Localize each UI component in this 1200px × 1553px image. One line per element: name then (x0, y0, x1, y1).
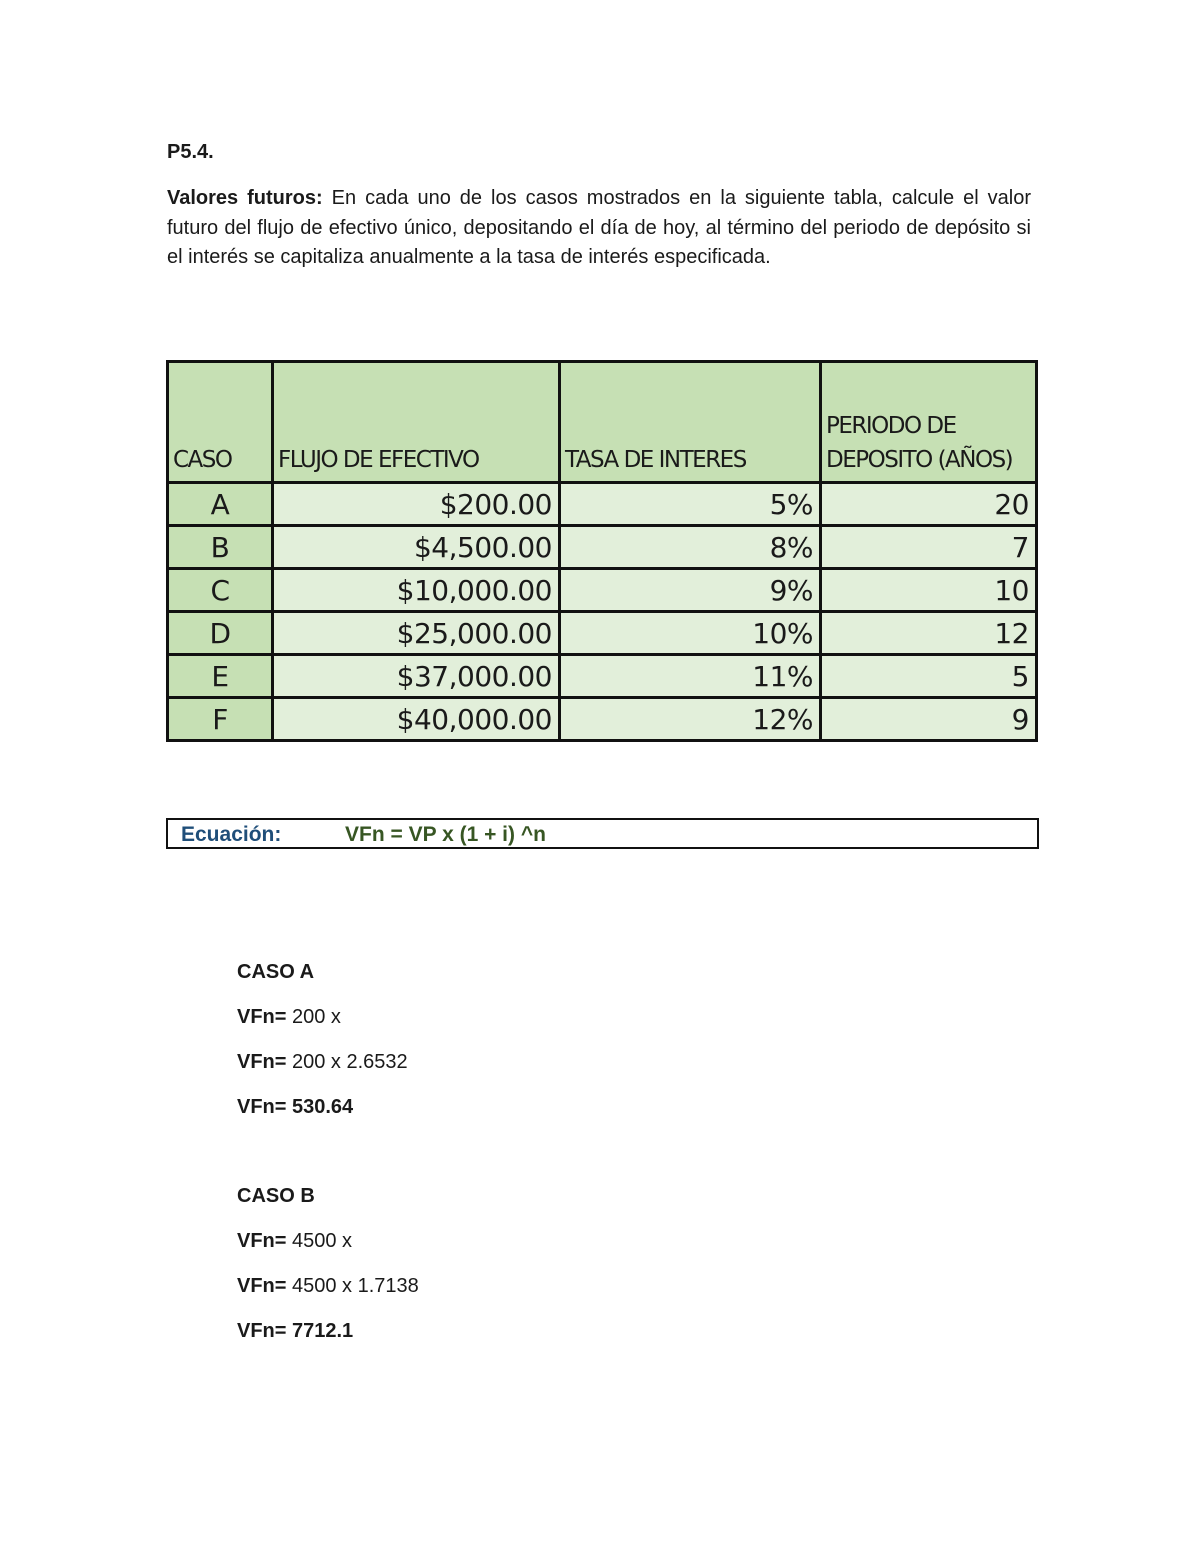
table-header-row (168, 362, 1037, 483)
case-result: VFn= 530.64 (237, 1096, 354, 1118)
cell-caso: F (168, 698, 273, 741)
step-expression: 4500 x 1.7138 (286, 1275, 419, 1297)
cell-periodo: 20 (821, 483, 1037, 526)
cell-caso: E (168, 655, 273, 698)
problem-id: P5.4. (167, 141, 214, 163)
step-label: VFn= (237, 1275, 287, 1297)
case-step (237, 1275, 419, 1320)
header-caso: CASO (168, 362, 273, 483)
case-step (237, 1006, 408, 1051)
step-label: VFn= (237, 1051, 287, 1073)
case-title: CASO B (237, 1185, 315, 1207)
table-row (168, 569, 1037, 612)
step-expression: 200 x (286, 1006, 341, 1028)
cell-periodo: 10 (821, 569, 1037, 612)
cell-periodo: 7 (821, 526, 1037, 569)
case-a-solution (237, 961, 408, 1141)
case-b-solution (237, 1185, 419, 1365)
cell-flujo: $200.00 (273, 483, 560, 526)
cases-table (166, 360, 1038, 742)
case-step (237, 1051, 408, 1096)
case-title: CASO A (237, 961, 315, 983)
step-label: VFn= (237, 1230, 287, 1252)
cell-caso: B (168, 526, 273, 569)
step-expression: 200 x 2.6532 (286, 1051, 408, 1073)
cell-flujo: $10,000.00 (273, 569, 560, 612)
cell-tasa: 9% (560, 569, 821, 612)
table-row (168, 612, 1037, 655)
step-expression: 4500 x (286, 1230, 353, 1252)
cell-flujo: $40,000.00 (273, 698, 560, 741)
cell-caso: D (168, 612, 273, 655)
cell-caso: C (168, 569, 273, 612)
header-tasa-de-interes: TASA DE INTERES (560, 362, 821, 483)
cell-periodo: 5 (821, 655, 1037, 698)
cell-flujo: $25,000.00 (273, 612, 560, 655)
case-result: VFn= 7712.1 (237, 1320, 354, 1342)
problem-lead: Valores futuros: (167, 187, 323, 209)
cell-periodo: 9 (821, 698, 1037, 741)
step-label: VFn= (237, 1006, 287, 1028)
table-row (168, 655, 1037, 698)
header-periodo-de-deposito: PERIODO DE DEPOSITO (AÑOS) (821, 362, 1037, 483)
header-flujo-de-efectivo: FLUJO DE EFECTIVO (273, 362, 560, 483)
table-row (168, 483, 1037, 526)
table-row (168, 698, 1037, 741)
equation-box (166, 818, 1039, 849)
cell-tasa: 12% (560, 698, 821, 741)
equation-label: Ecuación: (181, 823, 282, 846)
problem-text: En cada uno de los casos mostrados en la siguiente tabla, calcule el valor futuro del flujo de efectivo único, depositando el día de hoy, al término del periodo de depósito si el interés se capitaliza anualmente a la tasa de interés especificada. (167, 187, 1031, 268)
cell-tasa: 8% (560, 526, 821, 569)
cell-tasa: 5% (560, 483, 821, 526)
case-step (237, 1230, 419, 1275)
cell-periodo: 12 (821, 612, 1037, 655)
equation-formula: VFn = VP x (1 + i) ^n (345, 823, 546, 846)
cell-tasa: 11% (560, 655, 821, 698)
cell-flujo: $4,500.00 (273, 526, 560, 569)
cell-caso: A (168, 483, 273, 526)
cell-flujo: $37,000.00 (273, 655, 560, 698)
problem-statement (167, 184, 1031, 273)
cell-tasa: 10% (560, 612, 821, 655)
table-row (168, 526, 1037, 569)
